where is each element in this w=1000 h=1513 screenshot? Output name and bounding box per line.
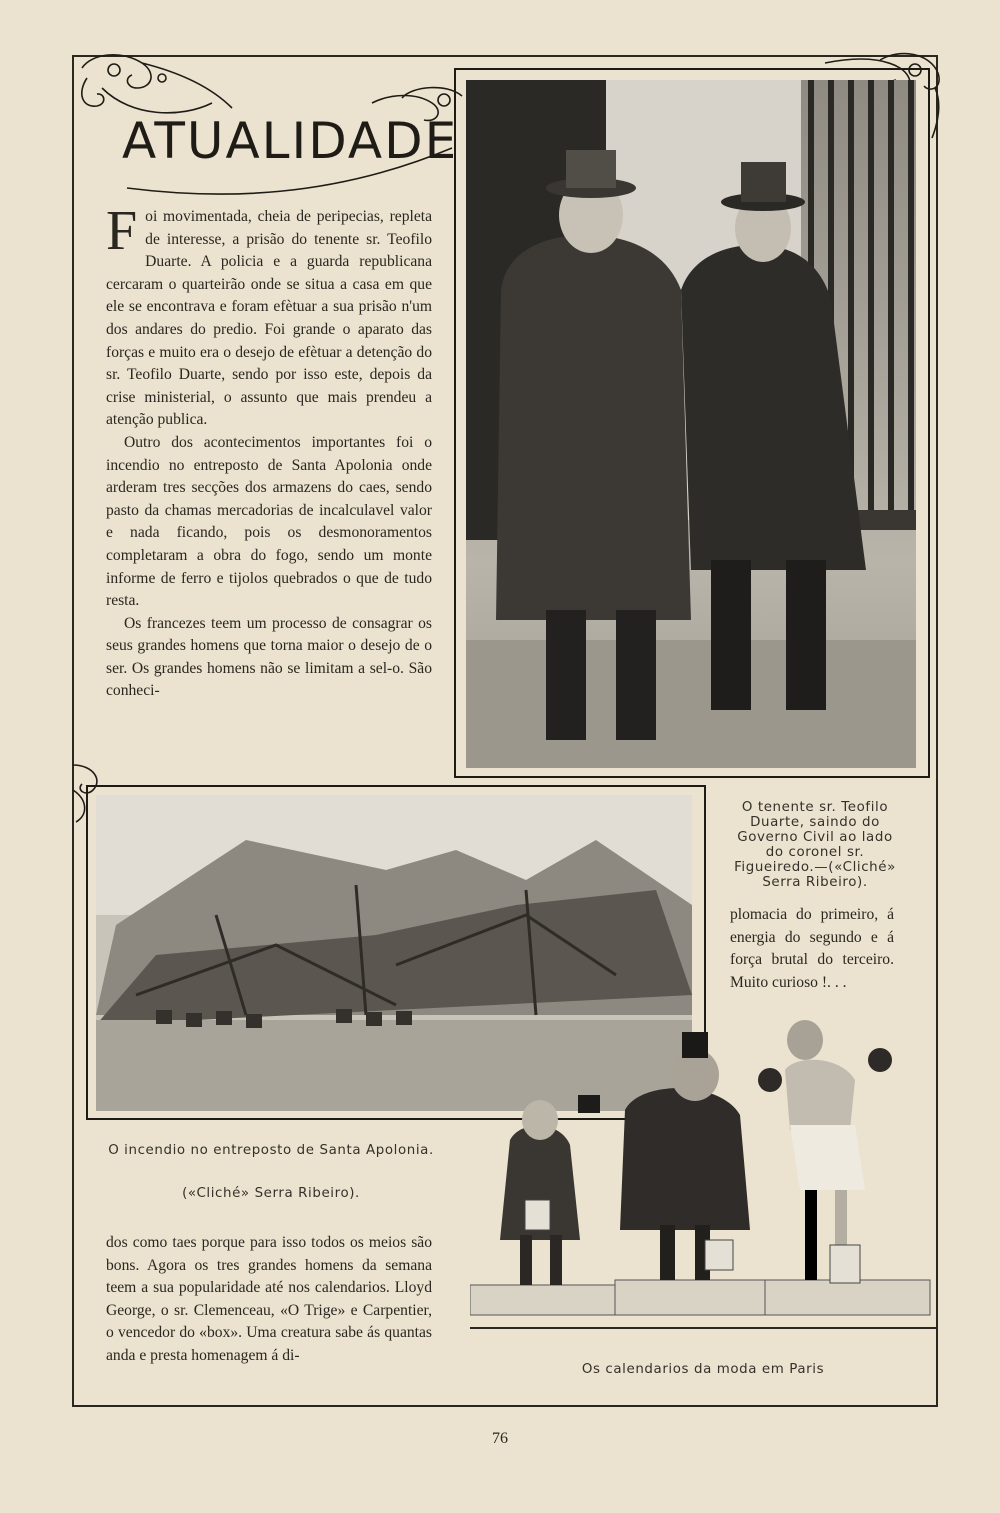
calendars-rule	[470, 1327, 936, 1329]
article-column-right	[730, 904, 894, 1020]
paragraph-5: plomacia do primeiro, á energia do segundo e á força brutal do terceiro. Muito curioso !. . .	[730, 906, 894, 991]
paragraph-1: oi movimentada, cheia de peripecias, repleta de interesse, a prisão do tenente sr. Teofilo Duarte. A policia e a guarda republicana cercaram o quarteirão onde se situa a casa em que ele se encontrava e foram efètuar a sua prisão n'um dos andares do predio. Foi grande o aparato das forças e muito era o desejo de efètuar a detenção do sr. Teofilo Duarte, sendo por isso este, depois da crise ministerial, o assunto que mais prendeu a atenção publica.	[106, 208, 432, 429]
page-number: 76	[492, 1430, 508, 1447]
two-men-photo-icon	[466, 80, 916, 768]
duarte-photo	[466, 80, 916, 768]
paragraph-3: Os francezes teem um processo de consagrar os seus grandes homens que torna maior o desejo de o ser. Os grandes homens não se limitam a sel-o. São conheci-	[106, 614, 432, 700]
title-ornament	[72, 48, 472, 198]
calendars-photo-caption: Os calendarios da moda em Paris	[581, 1362, 825, 1377]
article-column-bottom	[106, 1232, 432, 1402]
calendars-photo	[470, 1020, 932, 1320]
page-title: ATUALIDADE	[122, 112, 459, 170]
fire-photo-credit: («Cliché» Serra Ribeiro).	[182, 1186, 360, 1201]
fire-photo-caption: O incendio no entreposto de Santa Apolonia.	[108, 1143, 434, 1158]
paragraph-2: Outro dos acontecimentos importantes foi o incendio no entreposto de Santa Apolonia onde arderam tres secções dos armazens do caes, sendo pasto da chamas mercadorias de incalculavel valor e nada ficando, pois os desmonoramentos completaram a obra do fogo, sendo um monte informe de ferro e tijolos quebrados o que de tudo resta.	[106, 433, 432, 610]
calendar-figures-photo-icon	[470, 1020, 932, 1320]
drop-cap: F	[106, 206, 138, 262]
duarte-photo-caption: O tenente sr. Teofilo Duarte, saindo do Governo Civil ao lado do coronel sr. Figueiredo.—(«Cliché» Serra Ribeiro).	[734, 800, 896, 890]
article-column-top	[106, 206, 432, 756]
paragraph-4: dos como taes porque para isso todos os meios são bons. Agora os tres grandes homens da semana teem a sua popularidade até nos calendarios. Lloyd George, o sr. Clemenceau, «O Trige» e Carpentier, o vencedor do «box». Uma creatura sabe ás quantas anda e presta homenagem á di-	[106, 1234, 432, 1364]
